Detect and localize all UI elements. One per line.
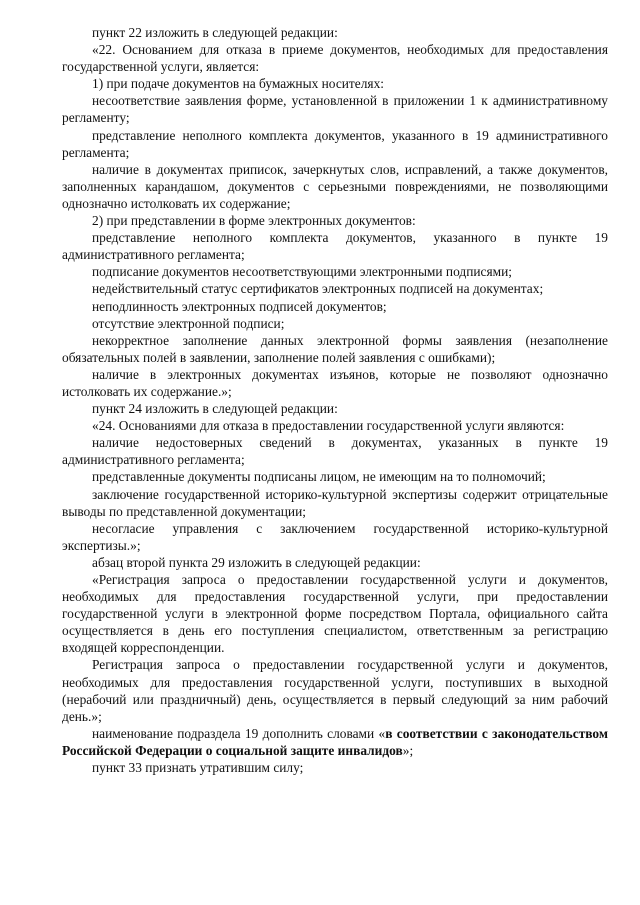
paragraph-10: недействительный статус сертификатов электронных подписей на документах; xyxy=(92,281,544,297)
paragraph-18: представленные документы подписаны лицом, не имеющим на то полномочий; xyxy=(92,469,546,485)
paragraph-12: отсутствие электронной подписи; xyxy=(92,315,285,331)
paragraph-16: «24. Основаниями для отказа в предоставлении государственной услуги являются: xyxy=(92,418,565,434)
paragraph-25: пункт 33 признать утратившим силу; xyxy=(92,760,304,776)
paragraph-6: наличие в документах приписок, зачеркнутых слов, исправлений, а также документов, заполненных карандашом, документов с серьезными повреждениями, не позволяющими однозначно истолковать их содержание; xyxy=(62,161,608,211)
paragraph-24-after: »; xyxy=(402,742,414,758)
paragraph-22: «Регистрация запроса о предоставлении государственной услуги и документов, необходимых для предоставления государственной услуги, при предоставлении государственной услуги в электронной форме посредством Портала, официального сайта осуществляется в день его поступления специалистом, ответственным за регистрацию входящей корреспонденции. xyxy=(62,572,608,656)
paragraph-21: абзац второй пункта 29 изложить в следующей редакции: xyxy=(92,554,421,570)
paragraph-14: наличие в электронных документах изъянов, которые не позволяют однозначно истолковать их содержание.»; xyxy=(62,366,608,399)
paragraph-23: Регистрация запроса о предоставлении государственной услуги и документов, необходимых для предоставления государственной услуги, поступивших в выходной (нерабочий или праздничный) день, осуществляется в первый следующий за ним рабочий день.»; xyxy=(62,657,608,724)
paragraph-11: неподлинность электронных подписей документов; xyxy=(92,298,387,314)
paragraph-7: 2) при представлении в форме электронных документов: xyxy=(92,213,416,229)
paragraph-1: пункт 22 изложить в следующей редакции: xyxy=(92,25,338,40)
paragraph-9: подписание документов несоответствующими электронными подписями; xyxy=(92,264,513,280)
paragraph-15: пункт 24 изложить в следующей редакции: xyxy=(92,401,338,417)
document-page xyxy=(62,24,608,776)
paragraph-4: несоответствие заявления форме, установленной в приложении 1 к административному регламенту; xyxy=(62,93,608,126)
paragraph-24-bold: в соответствии с законодательством Российской Федерации о социальной защите инвалидов xyxy=(62,725,608,758)
paragraph-2: «22. Основанием для отказа в приеме документов, необходимых для предоставления государственной услуги, является: xyxy=(62,42,608,75)
paragraph-24 xyxy=(62,725,608,759)
paragraph-13: некорректное заполнение данных электронной формы заявления (незаполнение обязательных полей в заявлении, заполнение полей заявления с ошибками); xyxy=(62,332,608,365)
paragraph-8: представление неполного комплекта документов, указанного в пункте 19 административного регламента; xyxy=(62,230,608,263)
paragraph-24-text: наименование подраздела 19 дополнить словами « xyxy=(92,725,386,741)
paragraph-20: несогласие управления с заключением государственной историко-культурной экспертизы.»; xyxy=(62,520,608,553)
paragraph-17: наличие недостоверных сведений в документах, указанных в пункте 19 административного регламента; xyxy=(62,435,608,468)
paragraph-19: заключение государственной историко-культурной экспертизы содержит отрицательные выводы по представленной документации; xyxy=(62,486,608,519)
paragraph-3: 1) при подаче документов на бумажных носителях: xyxy=(92,76,384,92)
paragraph-5: представление неполного комплекта документов, указанного в 19 административного регламента; xyxy=(62,127,608,160)
